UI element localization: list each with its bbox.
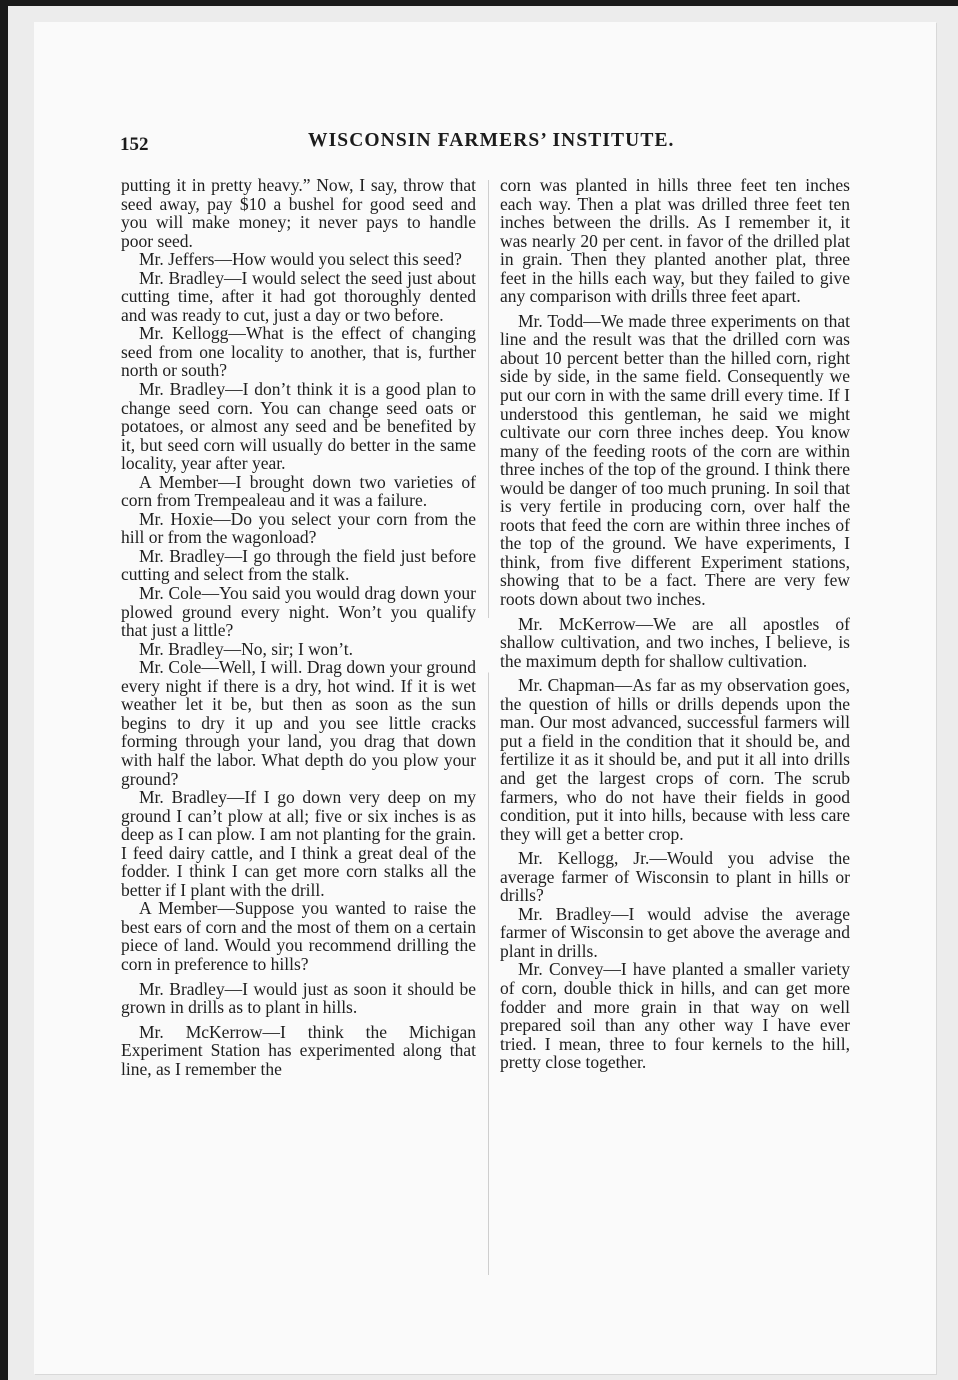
paragraph: Mr. McKerrow—I think the Michigan Experiment Station has experimented along that line, as I remember the — [121, 1021, 476, 1079]
column-divider — [488, 180, 489, 1275]
paragraph: Mr. Convey—I have planted a smaller variety of corn, double thick in hills, and can get more fodder and more grain in that way on well prepared soil than any other way I have ever tried. I mean, three to four kernels to the hill, pretty close together. — [500, 959, 850, 1073]
paragraph: Mr. Bradley—If I go down very deep on my ground I can’t plow at all; five or six inches is as deep as I can plow. I am not planting for the grain. I feed dairy cattle, and I think a great deal of the fodder. I think I can get more corn stalks all the better if I plant with the drill. — [121, 787, 476, 900]
paragraph: Mr. Bradley—I would just as soon it should be grown in drills as to plant in hills. — [121, 978, 476, 1018]
paragraph: Mr. Jeffers—How would you select this seed? — [139, 249, 462, 270]
paragraph: Mr. Kellogg—What is the effect of changing seed from one locality to another, that is, further north or south? — [121, 323, 476, 381]
paragraph: Mr. Kellogg, Jr.—Would you advise the average farmer of Wisconsin to plant in hills or drills? — [500, 848, 850, 906]
paragraph: putting it in pretty heavy.” Now, I say, throw that seed away, pay $10 a bushel for good seed and you will make money; it never pays to handle poor seed. — [121, 175, 476, 251]
right-column — [500, 176, 850, 1072]
running-head-title: WISCONSIN FARMERS’ INSTITUTE. — [308, 130, 675, 151]
paragraph: Mr. Hoxie—Do you select your corn from the hill or from the wagonload? — [121, 508, 476, 548]
paragraph: Mr. Bradley—I don’t think it is a good plan to change seed corn. You can change seed oats or potatoes, or almost any seed and be benefited by it, but seed corn will usually do better in the same locality, year after year. — [121, 379, 476, 474]
page-number: 152 — [120, 134, 149, 155]
paragraph: Mr. McKerrow—We are all apostles of shallow cultivation, and two inches, I believe, is the maximum depth for shallow cultivation. — [500, 613, 850, 671]
paragraph: Mr. Bradley—I go through the field just before cutting and select from the stalk. — [121, 545, 476, 585]
paragraph: A Member—Suppose you wanted to raise the best ears of corn and the most of them on a certain piece of land. Would you recommend drilling the corn in preference to hills? — [121, 898, 476, 974]
paragraph: Mr. Bradley—No, sir; I won’t. — [139, 638, 354, 659]
left-column — [121, 176, 476, 1078]
paragraph: corn was planted in hills three feet ten inches each way. Then a plat was drilled three feet ten inches between the drills. As I remember it, it was nearly 20 per cent. in favor of the drilled plat in grain. Then they planted another plat, three feet in the hills each way, but they failed to give any comparison with drills three feet apart. — [500, 175, 850, 307]
paragraph: Mr. Todd—We made three experiments on that line and the result was that the drilled corn was about 10 percent better than the hilled corn, right side by side, in the same field. Consequently we put our corn in with the same drill every time. If I understood this gentleman, he said we might cultivate our corn three inches deep. You know many of the feeding roots of the corn are within three inches of the top of the ground. I think there would be danger of too much pruning. In soil that is very fertile in producing corn, over half the roots that feed the corn are within three inches of the top of the ground. We have experiments, I think, from five different Experiment stations, showing that to be a fact. There are very few roots down about two inches. — [500, 310, 850, 610]
paragraph: A Member—I brought down two varieties of corn from Trempealeau and it was a failure. — [121, 471, 476, 511]
paragraph: Mr. Bradley—I would select the seed just about cutting time, after it had got thoroughly dented and was ready to cut, just a day or two before. — [121, 267, 476, 325]
paragraph: Mr. Cole—You said you would drag down your plowed ground every night. Won’t you qualify that just a little? — [121, 583, 476, 641]
paragraph: Mr. Cole—Well, I will. Drag down your ground every night if there is a dry, hot wind. If it is wet weather let it be, but then as soon as the sun begins to dry it up and you see little cracks forming through your land, you drag that down with half the labor. What depth do you plow your ground? — [121, 657, 476, 789]
paragraph: Mr. Chapman—As far as my observation goes, the question of hills or drills depends upon the man. Our most advanced, successful farmers will put a field in the condition that it should be, and fertilize it as it should be, and put it all into drills and get the largest crops of corn. The scrub farmers, who do not have their fields in good condition, put it into hills, because with less care they will get a better crop. — [500, 675, 850, 844]
paragraph: Mr. Bradley—I would advise the average farmer of Wisconsin to get above the average and plant in drills. — [500, 903, 850, 961]
